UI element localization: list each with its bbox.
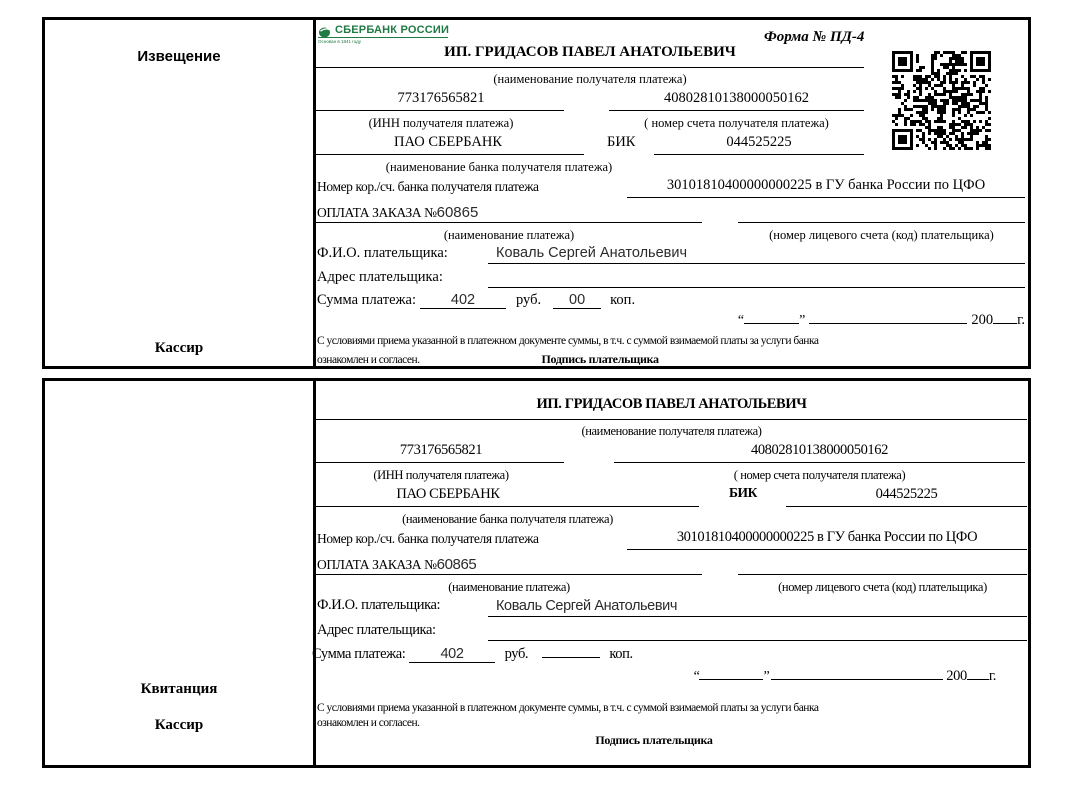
account-underline [609, 99, 864, 111]
agreement-line1: С условиями приема указанной в платежном документе суммы, в т.ч. с суммой взимаемой платы за услуги банка [317, 702, 819, 714]
payer-code-label: (номер лицевого счета (код) плательщика) [778, 580, 987, 594]
inn-underline [313, 451, 564, 463]
bank-name-label: (наименование банка получателя платежа) [402, 512, 613, 526]
kop-label: коп. [610, 292, 636, 308]
bank-name-underline [313, 495, 699, 507]
bank-name-underline [313, 143, 584, 155]
recipient-title-underline [313, 53, 864, 68]
payer-fio-value[interactable]: Коваль Сергей Анатольевич [496, 598, 678, 614]
rub-label: руб. [504, 646, 529, 662]
recipient-title: ИП. ГРИДАСОВ ПАВЕЛ АНАТОЛЬЕВИЧ [536, 396, 807, 412]
order-number-value: 60865 [436, 556, 477, 573]
payer-address-underline [488, 629, 1027, 641]
signature-label: Подпись плательщика [541, 352, 659, 366]
recipient-name-label: (наименование получателя платежа) [493, 72, 687, 86]
sum-kop-value[interactable]: 00 [553, 292, 601, 309]
order-number-value: 60865 [436, 204, 479, 221]
payment-purpose-prefix: ОПЛАТА ЗАКАЗА № [317, 557, 437, 572]
sum-rub-value[interactable]: 402 [420, 292, 506, 309]
year-underline[interactable] [993, 323, 1017, 324]
year-underline[interactable] [967, 679, 989, 680]
payer-address-label: Адрес плательщика: [317, 622, 436, 638]
inn-value: 773176565821 [397, 90, 485, 106]
inn-underline [313, 99, 564, 111]
account-value: 40802810138000050162 [664, 90, 809, 106]
notice-left-column [45, 20, 316, 366]
sberbank-logo-text: СБЕРБАНК РОССИИ [335, 24, 450, 36]
inn-value: 773176565821 [399, 442, 483, 458]
year-suffix: г. [1017, 312, 1025, 328]
receipt-left-column [45, 381, 316, 765]
agreement-line1: С условиями приема указанной в платежном документе суммы, в т.ч. с суммой взимаемой платы за услуги банка [317, 335, 819, 347]
recipient-name-label: (наименование получателя платежа) [581, 424, 762, 438]
date-quote-open: “ [693, 669, 700, 684]
notice-section [42, 17, 1031, 369]
account-label: ( номер счета получателя платежа) [644, 116, 829, 130]
payer-address-underline [488, 276, 1025, 288]
date-day-underline[interactable] [699, 679, 763, 680]
corr-account-value: 30101810400000000225 в ГУ банка России по ЦФО [676, 529, 978, 545]
payer-fio-label: Ф.И.О. плательщика: [317, 245, 448, 261]
corr-account-label: Номер кор./сч. банка получателя платежа [317, 179, 539, 194]
payment-name-label: (наименование платежа) [448, 580, 570, 594]
account-underline [614, 451, 1025, 463]
bik-underline [654, 143, 864, 155]
bik-label: БИК [729, 485, 758, 500]
account-label: ( номер счета получателя платежа) [733, 468, 906, 482]
sum-rub-value[interactable]: 402 [409, 646, 495, 663]
payer-fio-underline [488, 605, 1027, 617]
sberbank-emblem-icon [318, 25, 331, 36]
payer-code-underline [738, 563, 1027, 575]
payment-sum-label: Сумма платежа: [317, 292, 416, 308]
year-suffix: г. [988, 668, 996, 684]
date-month-underline[interactable] [771, 679, 943, 680]
kop-label: коп. [609, 646, 633, 662]
account-value: 40802810138000050162 [750, 442, 888, 458]
date-quote-close: ” [799, 313, 806, 328]
date-quote-close: ” [763, 669, 770, 684]
receipt-body [312, 384, 1025, 762]
cashier-label: Кассир [154, 340, 204, 356]
corr-account-value: 30101810400000000225 в ГУ банка России по ЦФО [666, 177, 986, 193]
payer-code-underline [738, 211, 1025, 223]
corr-account-label: Номер кор./сч. банка получателя платежа [317, 531, 539, 546]
bank-name-value: ПАО СБЕРБАНК [396, 486, 500, 502]
signature-label: Подпись плательщика [595, 733, 713, 747]
payer-fio-underline [488, 252, 1025, 264]
date-month-underline[interactable] [809, 323, 967, 324]
bik-value: 044525225 [726, 134, 792, 150]
receipt-section [42, 378, 1031, 768]
bik-underline [786, 495, 1027, 507]
date-day-underline[interactable] [744, 323, 799, 324]
bank-name-value: ПАО СБЕРБАНК [394, 134, 502, 150]
payment-name-underline [313, 563, 702, 575]
sum-kop-value[interactable] [542, 657, 600, 658]
year-prefix: 200 [946, 668, 967, 684]
bank-name-label: (наименование банка получателя платежа) [385, 160, 613, 174]
recipient-title-underline [313, 405, 1027, 420]
form-number: Форма № ПД-4 [764, 29, 865, 45]
bik-value: 044525225 [875, 486, 938, 502]
agreement-line2: ознакомлен и согласен. [317, 354, 420, 366]
year-prefix: 200 [971, 312, 994, 328]
payer-fio-label: Ф.И.О. плательщика: [317, 597, 441, 613]
bik-label: БИК [607, 134, 636, 150]
corr-account-underline [627, 538, 1027, 550]
qr-code [892, 51, 991, 150]
payment-purpose-prefix: ОПЛАТА ЗАКАЗА № [317, 205, 437, 220]
payment-sum-label: Сумма платежа: [312, 646, 406, 662]
payment-name-underline [313, 211, 702, 223]
payer-address-label: Адрес плательщика: [317, 269, 443, 285]
rub-label: руб. [516, 292, 542, 308]
payer-code-label: (номер лицевого счета (код) плательщика) [769, 228, 994, 242]
corr-account-underline [627, 186, 1025, 198]
sberbank-logo-subtext: Основан в 1841 году [318, 38, 362, 44]
inn-label: (ИНН получателя платежа) [368, 116, 514, 130]
notice-body [316, 23, 1025, 366]
payer-fio-value[interactable]: Коваль Сергей Анатольевич [496, 245, 688, 261]
cashier-label: Кассир [154, 717, 204, 733]
agreement-line2: ознакомлен и согласен. [317, 717, 420, 729]
date-quote-open: “ [737, 313, 745, 328]
payment-name-label: (наименование платежа) [443, 228, 575, 242]
inn-label: (ИНН получателя платежа) [373, 468, 509, 482]
notice-label: Извещение [137, 48, 221, 65]
sberbank-logo [318, 24, 448, 44]
receipt-label: Квитанция [140, 681, 218, 697]
recipient-title: ИП. ГРИДАСОВ ПАВЕЛ АНАТОЛЬЕВИЧ [444, 44, 736, 60]
